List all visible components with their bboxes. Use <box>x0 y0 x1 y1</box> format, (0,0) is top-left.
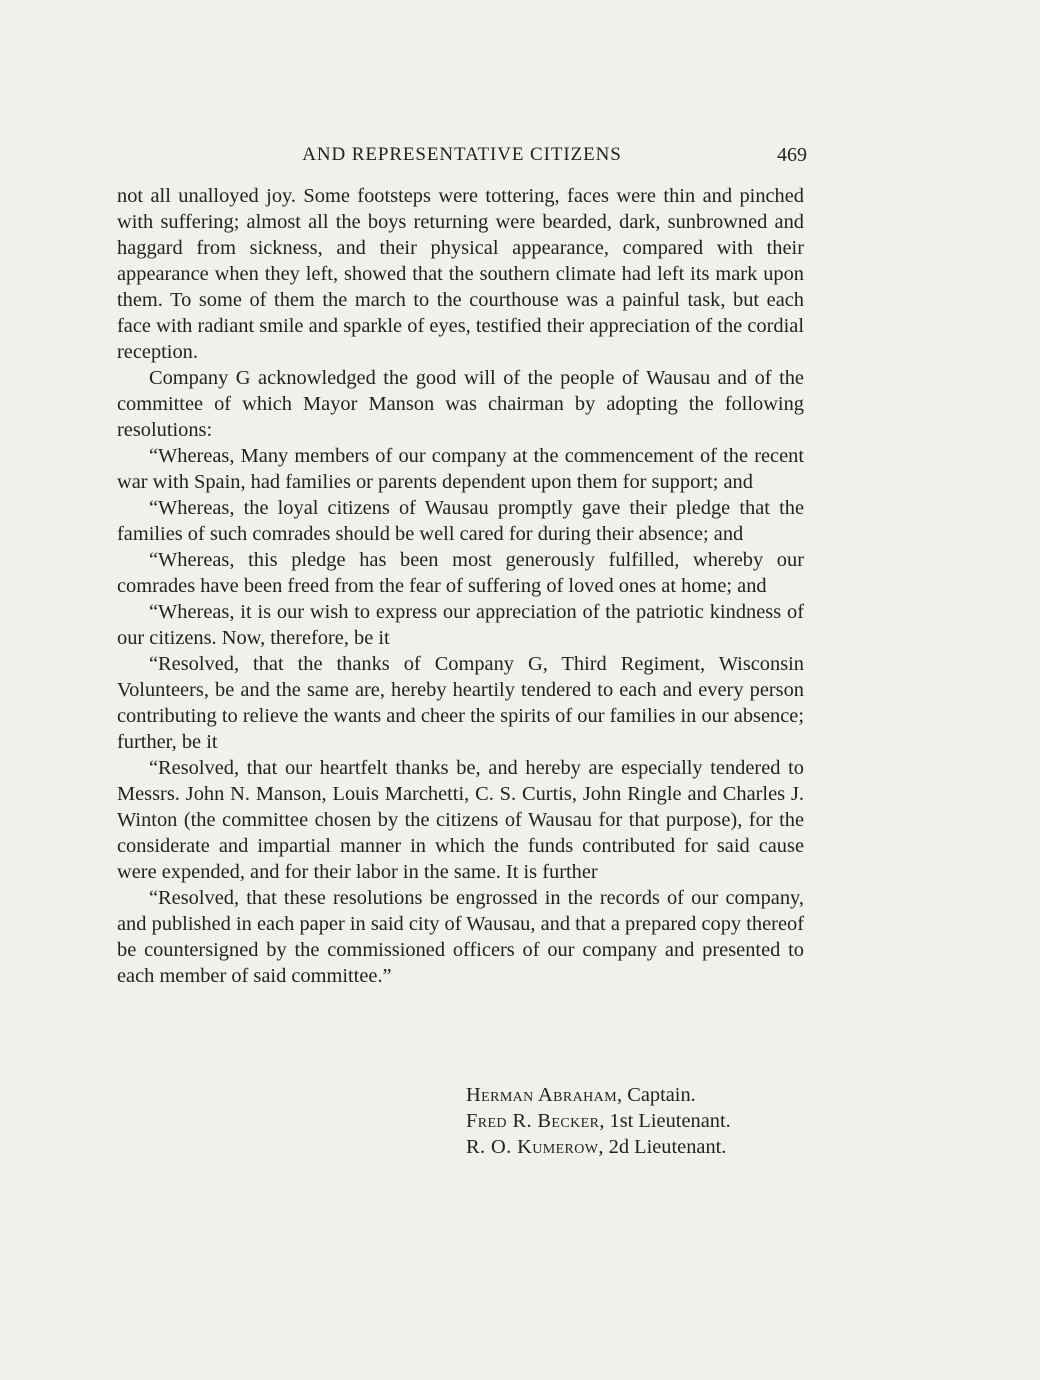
body-text <box>117 183 804 989</box>
paragraph: not all unalloyed joy. Some footsteps were tottering, faces were thin and pinched with suffering; almost all the boys returning were bearded, dark, sunbrowned and haggard from sickness, and their physical appearance, compared with their appearance when they left, showed that the southern climate had left its mark upon them. To some of them the march to the courthouse was a painful task, but each face with radiant smile and sparkle of eyes, testified their appreciation of the cordial reception. <box>117 185 804 363</box>
signature-line: R. O. Kumerow, 2d Lieutenant. <box>466 1136 727 1158</box>
signature-line: Herman Abraham, Captain. <box>466 1084 696 1106</box>
signatory-name: R. O. Kumerow <box>466 1136 599 1158</box>
page-number: 469 <box>777 144 807 166</box>
signatory-title: 1st Lieutenant. <box>609 1110 731 1132</box>
signatory-title: 2d Lieutenant. <box>608 1136 727 1158</box>
paragraph: “Whereas, it is our wish to express our appreciation of the patriotic kindness of our citizens. Now, therefore, be it <box>117 601 804 649</box>
paragraph: “Whereas, the loyal citizens of Wausau promptly gave their pledge that the families of such comrades should be well cared for during their absence; and <box>117 497 804 545</box>
paragraph: “Resolved, that the thanks of Company G, Third Regiment, Wisconsin Volunteers, be and the same are, hereby heartily tendered to each and every person contributing to relieve the wants and cheer the spirits of our families in our absence; further, be it <box>117 653 804 753</box>
signature-block <box>466 1082 731 1160</box>
paragraph: “Whereas, this pledge has been most generously fulfilled, whereby our comrades have been freed from the fear of suffering of loved ones at home; and <box>117 549 804 597</box>
paragraph: “Resolved, that these resolutions be engrossed in the records of our company, and published in each paper in said city of Wausau, and that a prepared copy thereof be countersigned by the commissioned officers of our company and presented to each member of said committee.” <box>117 887 804 987</box>
signatory-title: Captain. <box>627 1084 696 1106</box>
paragraph: “Whereas, Many members of our company at the commencement of the recent war with Spain, had families or parents dependent upon them for support; and <box>117 445 804 493</box>
signature-line: Fred R. Becker, 1st Lieutenant. <box>466 1110 731 1132</box>
paragraph: “Resolved, that our heartfelt thanks be, and hereby are especially tendered to Messrs. John N. Manson, Louis Marchetti, C. S. Curtis, John Ringle and Charles J. Winton (the committee chosen by the citizens of Wausau for that purpose), for the considerate and impartial manner in which the funds contributed for said cause were expended, and for their labor in the same. It is further <box>117 757 804 883</box>
signatory-name: Herman Abraham <box>466 1084 618 1106</box>
running-title: AND REPRESENTATIVE CITIZENS <box>302 144 622 165</box>
page-header <box>117 141 807 169</box>
paragraph: Company G acknowledged the good will of the people of Wausau and of the committee of which Mayor Manson was chairman by adopting the following resolutions: <box>117 367 804 441</box>
signatory-name: Fred R. Becker <box>466 1110 600 1132</box>
